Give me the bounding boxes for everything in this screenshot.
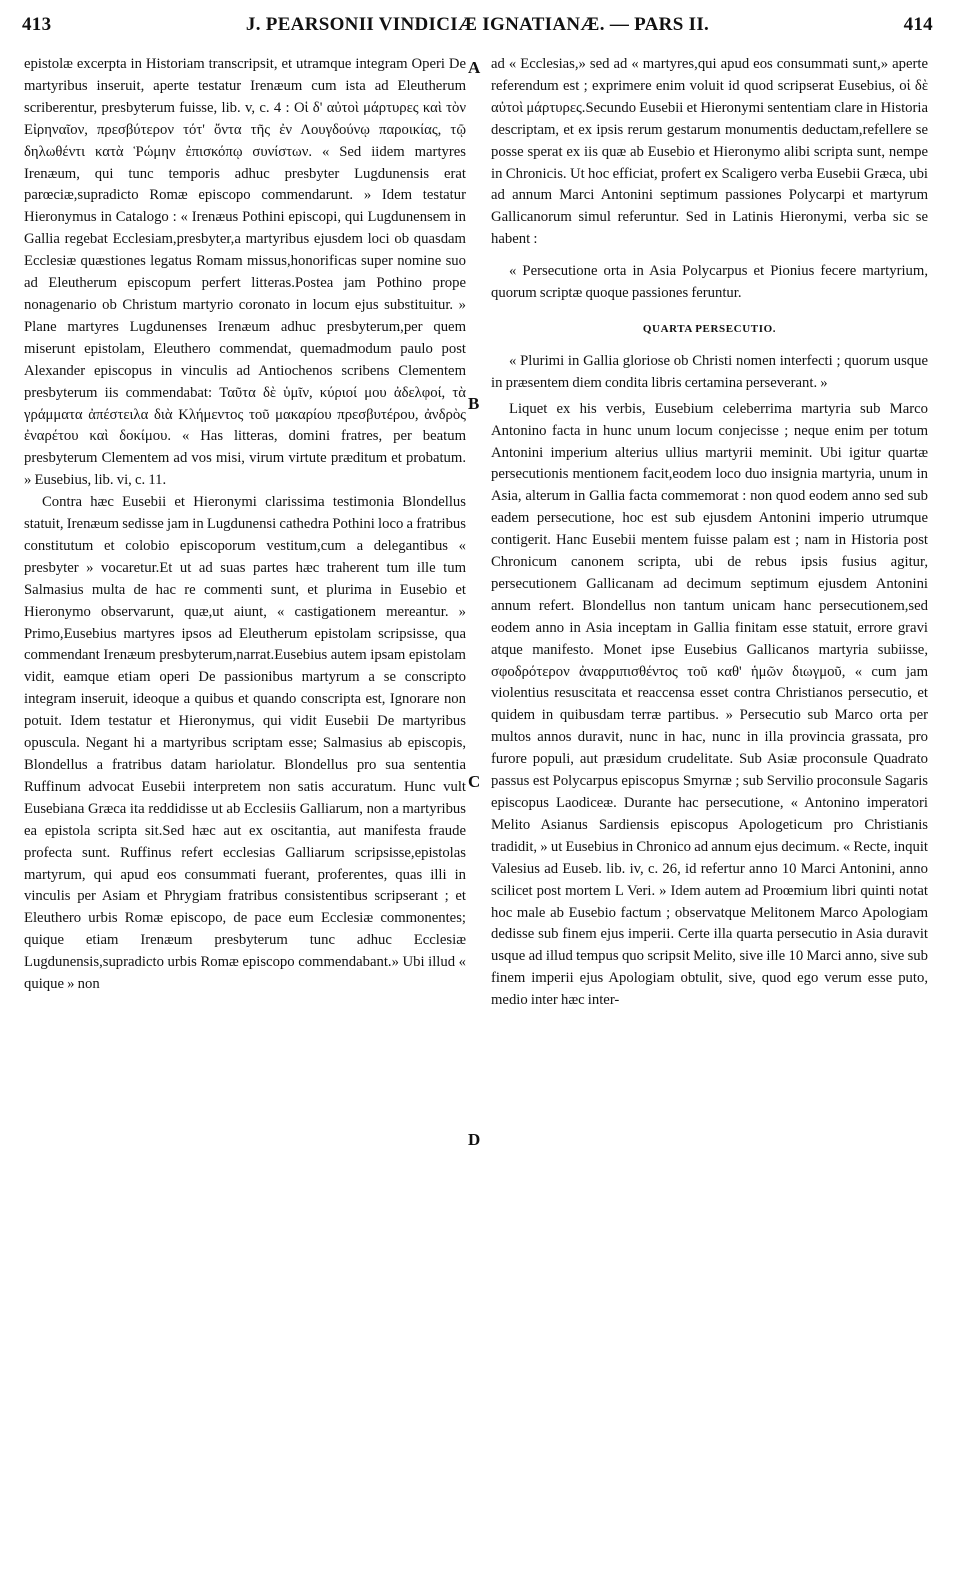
- left-paragraph-2: Contra hæc Eusebii et Hieronymi clarissima testimonia Blondellus statuit, Irenæum sedisse jam in Lugdunensi cathedra Pothini loco a fratribus constitutum et colobio episcoporum vestitum,cum a delegantibus « presbyter » vocaretur.Et ut ad suas partes hæc traherent tum ille tum Salmasius multa de hac re commenti sunt, et plurima in Eusebio et Hieronymo observarunt, quæ,ut aiunt, « castigationem mereantur. » Primo,Eusebius martyres ipsos ad Eleutherum epistolam scripsisse, qua commendant Irenæum presbyterum,narrat.Eusebius autem ipsam epistolam vidit, eamque etiam operi De passionibus martyrum a se conscripto integram inseruit, ideoque a quibus et quando conscripta est, Ignorare non potuit. Idem testatur et Hieronymus, qui vidit Eusebii De martyribus opuscula. Negant hi a martyribus scriptam esse; Salmasius ab episcopis, Blondellus a fratribus datam hariolatur. Blondellus pro sua sententia Ruffinum advocat Eusebii interpretem non satis accuratum. Hunc vult Eusebiana Græca ita reddidisse ut ab Ecclesiis Galliarum, non a martyribus ea epistola scripta sit.Sed hæc aut ex oscitantia, aut manifesta fraude profecta sunt. Ruffinus refert ecclesias Galliarum scripsisse,epistolas martyrum, qui apud eos consummati fuerant, proferentes, quas illi in vinculis per Asiam et Phrygiam fratribus consistentibus scripserant ; et Eleuthero urbis Romæ episcopo, de pace eum Ecclesiæ commonentes; quique etiam Irenæum presbyterum tunc adhuc Ecclesiæ Lugdunensis,supradicto urbis Romæ episcopo commendabant.» Ubi illud « quique » non: [24, 494, 466, 993]
- page-number-left: 413: [22, 14, 52, 35]
- page-number-right: 414: [903, 14, 933, 35]
- margin-letter-a: A: [468, 58, 481, 77]
- margin-letter-d: D: [468, 1130, 481, 1149]
- running-title: J. PEARSONII VINDICIÆ IGNATIANÆ. — PARS II.: [245, 14, 710, 35]
- margin-letter-c: C: [468, 772, 481, 791]
- chronicle-quote-2: « Plurimi in Gallia gloriose ob Christi nomen interfecti ; quorum usque in præsentem diem condita libris certamina perseverant. »: [491, 352, 928, 391]
- right-paragraph-2: Liquet ex his verbis, Eusebium celeberrima martyria sub Marco Antonino facta in hunc unum locum conjecisse ; neque enim per totum Antonini imperium alterius ullius martyrii meminit. Ubi igitur quartæ persecutionis mentionem facit,eodem loco duo insignia martyria, unum in Asia, alterum in Gallia facta commemorat : non quod eodem anno sed sub eadem persecutione, hoc est sub ejusdem Antonini imperio utrumque contigerit. Hanc Eusebii mentem fuisse palam est ; nam in Historia post Chronicum canonem scripta, ubi de rebus ipsis fusius agitur, persecutionem Gallicanam ad decimum septimum ejusdem Antonini annum refert. Blondellus non tantum unicam hanc persecutionem,sed eodem anno in Asia inceptam in Gallia finitam esse statuit, errore gravi atque manifesto. Monet ipse Eusebius Gallicanos martyria subiisse, σφοδρότερον ἀναρριπισθέντος τοῦ καθ' ἡμῶν διωγμοῦ, « cum jam violentius resuscitata et reaccensa esset contra Christianos persecutio, et quidem in quibusdam terræ partibus. » Persecutio sub Marco orta per multos annos duravit, nunc in hac, nunc in illa provincia grassata, pro furore populi, aut præsidum crudelitate. Sub Asiæ proconsule Quadrato passus est Polycarpus episcopus Smyrnæ ; sub Servilio proconsule Sagaris episcopus Laodiceæ. Durante hac persecutione, « Antonino imperatori Melito Asianus Sardiensis episcopus Apologeticum pro Christianis tradidit, » ut Eusebius in Chronico ad annum ejus decimum. « Recte, inquit Valesius ad Euseb. lib. iv, c. 26, id refertur anno 10 Marci Antonini, anno scilicet post mortem L Veri. » Idem autem ad Proœmium libri quinti notat hoc male ab Eusebio factum ; observatque Melitonem Marco Apologiam dedisse sub finem ejus imperii. Certe illa quarta persecutio in Asia duravit usque ad illud tempus quo scripsit Melito, sive ille 10 Marci anno, sive sub finem imperii ejus Apologiam obtulit, sive, quod ego verum esse puto, medio inter hæc inter-: [491, 400, 928, 1009]
- margin-letter-b: B: [468, 394, 480, 413]
- chronicle-quote-1: « Persecutione orta in Asia Polycarpus et Pionius fecere martyrium, quorum scriptæ quoque passiones feruntur.: [491, 263, 928, 302]
- right-column: [491, 54, 928, 1012]
- left-paragraph-1: epistolæ excerpta in Historiam transcripsit, et utramque integram Operi De martyribus inseruit, aperte testatur Irenæum cum ista ad Eleutherum scriberentur, presbyterum fuisse, lib. v, c. 4 : Οἱ δ' αὐτοὶ μάρτυρες καὶ τὸν Εἰρηναῖον, πρεσβύτερον τότ' ὄντα τῆς ἐν Λουγδούνῳ παροικίας, τῷ δηλωθέντι κατὰ Ῥώμην ἐπισκόπῳ συνίστων. « Sed iidem martyres Irenæum, qui tunc temporis adhuc presbyter Lugdunensis erat parœciæ,supradicto Romæ episcopo commendarunt. » Idem testatur Hieronymus in Catalogo : « Irenæus Pothini episcopi, qui Lugdunensem in Gallia regebat Ecclesiam,presbyter,a martyribus ejusdem loci ob quasdam Ecclesiæ quæstiones legatus Romam missus,honorificas super nomine suo ad Eleutherum episcopum perfert litteras.Postea jam Pothino prope nonagenario ob Christum martyrio coronato in locum ejus substituitur. » Plane martyres Lugdunenses Irenæum adhuc presbyterum,per quem miserunt epistolam, Eleuthero commendat, quemadmodum paulo post Alexander episcopus in vinculis ad Antiochenos scribens Clementem presbyterum iis commendabat: Ταῦτα δὲ ὑμῖν, κύριοί μου ἀδελφοί, τὰ γράμματα ἀπέστειλα διὰ Κλήμεντος τοῦ μακαρίου πρεσβυτέρου, ἀνδρὸς ἐναρέτου καὶ δοκίμου. « Has litteras, domini fratres, per beatum presbyterum Clementem ad vos misi, virum virtute præditum et probatum. » Eusebius, lib. vi, c. 11.: [24, 56, 466, 489]
- right-paragraph-1: ad « Ecclesias,» sed ad « martyres,qui apud eos consummati sunt,» aperte referendum est ; exprimere enim voluit id quod scripserat Eusebius, οἱ δὲ αὐτοὶ μάρτυρες.Secundo Eusebii et Hieronymi sententiam clare in Historia descriptam, et ex ipsis rerum gestarum monumentis deductam,refellere se posse sperat ex iis quæ ab Eusebio et Hieronymo alibi scripta sunt, nempe in Chronicis. Ut hoc efficiat, profert ex Scaligero verba Eusebii Græca, ubi ad annum Marci Antonini septimum passiones Polycarpi et martyrum Gallicanorum simul referuntur. Sed in Latinis Hieronymi, verba sic se habent :: [491, 56, 928, 248]
- running-header: [22, 14, 933, 40]
- section-heading: QUARTA PERSECUTIO.: [642, 322, 777, 335]
- left-column: [24, 54, 466, 996]
